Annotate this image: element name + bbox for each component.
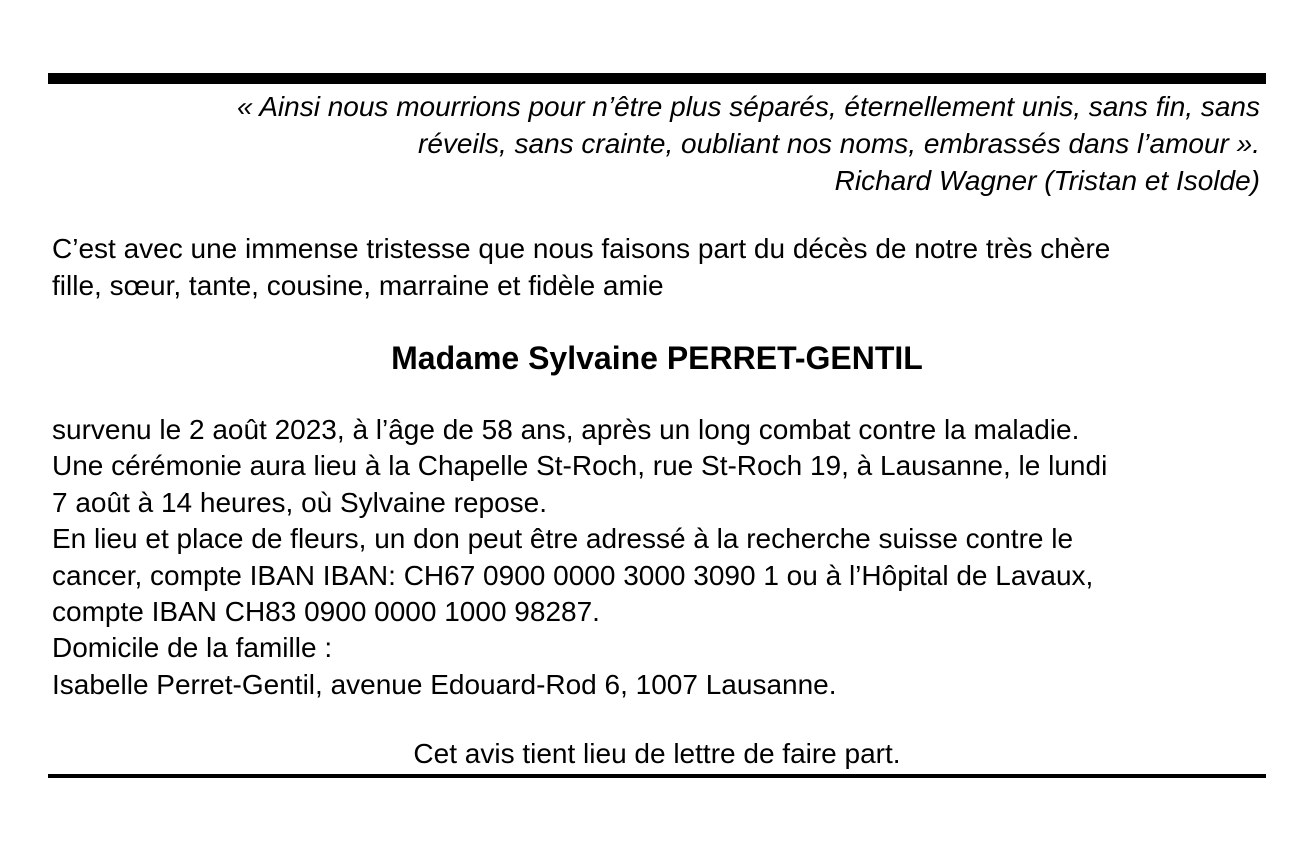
epigraph-quote	[60, 88, 1260, 199]
bottom-rule	[48, 774, 1266, 778]
intro-line: fille, sœur, tante, cousine, marraine et fidèle amie	[52, 270, 664, 301]
deceased-name: Madame Sylvaine PERRET-GENTIL	[391, 340, 923, 376]
intro-line: C’est avec une immense tristesse que nous faisons part du décès de notre très chère	[52, 233, 1111, 264]
quote-line: réveils, sans crainte, oubliant nos noms, embrassés dans l’amour ».	[418, 128, 1260, 159]
body-line: Une cérémonie aura lieu à la Chapelle St-Roch, rue St-Roch 19, à Lausanne, le lundi	[52, 450, 1108, 482]
body-line: 7 août à 14 heures, où Sylvaine repose.	[52, 486, 548, 518]
family-address-label: Domicile de la famille :	[52, 632, 333, 664]
closing-note: Cet avis tient lieu de lettre de faire part.	[413, 738, 901, 769]
body-line: cancer, compte IBAN IBAN: CH67 0900 0000 3000 3090 1 ou à l’Hôpital de Lavaux,	[52, 559, 1094, 591]
obituary-notice	[48, 73, 1266, 779]
family-address: Isabelle Perret-Gentil, avenue Edouard-Rod 6, 1007 Lausanne.	[52, 668, 837, 700]
announcement-intro	[52, 230, 1266, 304]
body-line: compte IBAN CH83 0900 0000 1000 98287.	[52, 596, 600, 628]
quote-line: « Ainsi nous mourrions pour n’être plus séparés, éternellement unis, sans fin, sans	[236, 91, 1260, 122]
body-line: survenu le 2 août 2023, à l’âge de 58 ans, après un long combat contre la maladie.	[52, 414, 1080, 445]
notice-body	[52, 412, 1266, 703]
body-line: En lieu et place de fleurs, un don peut être adressé à la recherche suisse contre le	[52, 523, 1074, 555]
quote-attribution: Richard Wagner (Tristan et Isolde)	[834, 165, 1260, 196]
top-rule	[48, 73, 1266, 84]
